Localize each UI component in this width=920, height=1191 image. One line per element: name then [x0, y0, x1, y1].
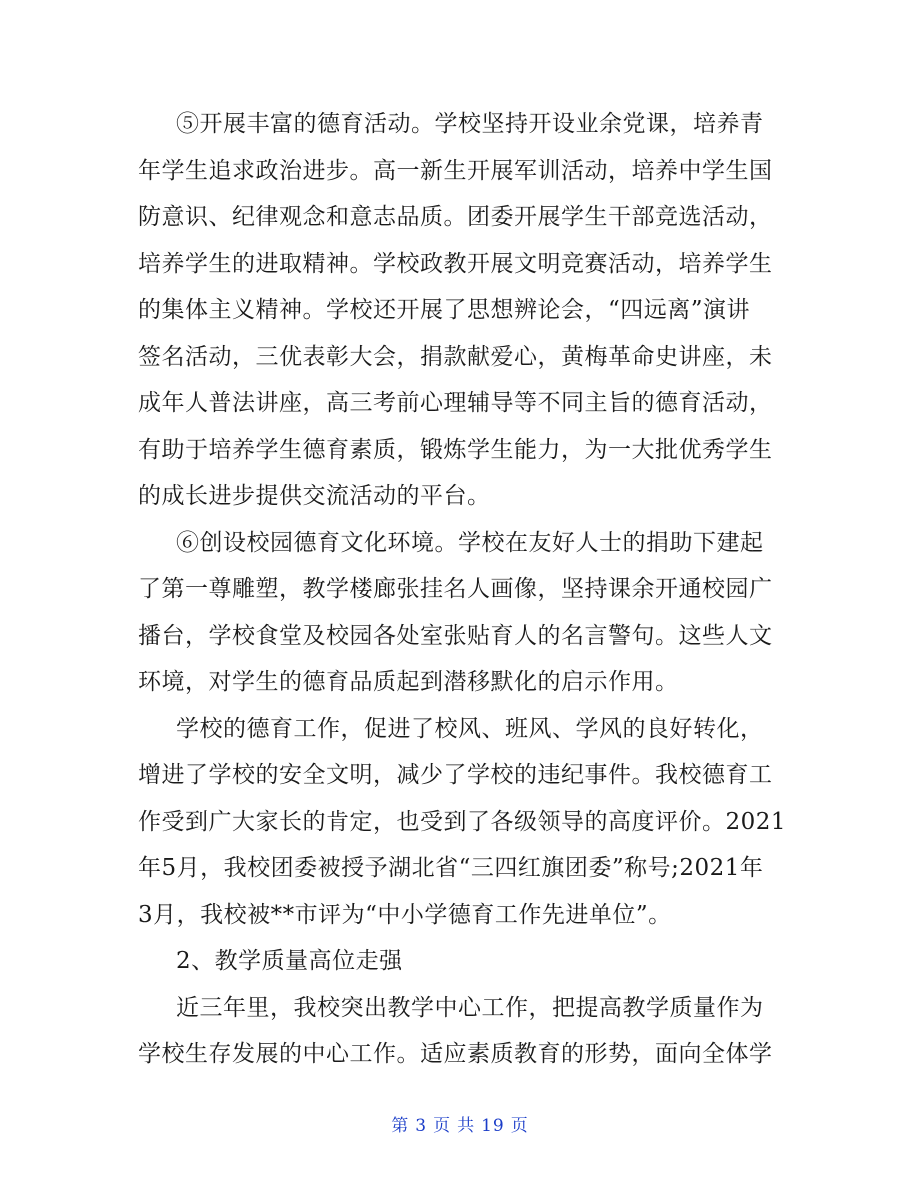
footer-total-pages: 19 — [481, 1116, 505, 1136]
text-line: 年学生追求政治进步。高一新生开展军训活动，培养中学生国 — [138, 157, 773, 184]
text-line: ⑤开展丰富的德育活动。学校坚持开设业余党课，培养青 — [176, 111, 764, 137]
footer-page-number: 3 — [415, 1116, 428, 1136]
footer-di: 第 — [391, 1116, 410, 1136]
text-line: 增进了学校的安全文明，减少了学校的违纪事件。我校德育工 — [138, 762, 773, 788]
text-line: 环境，对学生的德育品质起到潜移默化的启示作用。 — [138, 669, 679, 695]
text-line: 播台，学校食堂及校园各处室张贴育人的名言警句。这些人文 — [138, 622, 773, 649]
footer-ye: 页 — [433, 1116, 452, 1136]
text-line: 签名活动，三优表彰大会，捐款献爱心，黄梅革命史讲座，未 — [138, 343, 773, 370]
text-line: 近三年里，我校突出教学中心工作，把提高教学质量作为 — [176, 994, 764, 1021]
text-line: 成年人普法讲座，高三考前心理辅导等不同主旨的德育活动， — [138, 390, 773, 416]
text-line: 3月，我校被**市评为“中小学德育工作先进单位”。 — [138, 901, 672, 928]
text-line: 了第一尊雕塑，教学楼廊张挂名人画像，坚持课余开通校园广 — [138, 576, 773, 602]
text-line: 的成长进步提供交流活动的平台。 — [138, 483, 491, 509]
section-heading: 2、教学质量高位走强 — [176, 948, 403, 974]
footer-ye: 页 — [510, 1116, 529, 1136]
text-line: 年5月，我校团委被授予湖北省“三四红旗团委”称号;2021年 — [138, 855, 764, 881]
footer-gong: 共 — [457, 1116, 476, 1136]
body-text — [138, 101, 788, 1078]
text-line: 学校的德育工作，促进了校风、班风、学风的良好转化， — [176, 715, 764, 742]
text-line: 培养学生的进取精神。学校政教开展文明竞赛活动，培养学生 — [138, 250, 773, 277]
text-line: 的集体主义精神。学校还开展了思想辨论会，“四远离”演讲 — [138, 297, 751, 323]
text-line: 有助于培养学生德育素质，锻炼学生能力，为一大批优秀学生 — [138, 436, 773, 463]
text-line: 防意识、纪律观念和意志品质。团委开展学生干部竞选活动， — [138, 204, 773, 230]
text-line: ⑥创设校园德育文化环境。学校在友好人士的捐助下建起 — [176, 529, 764, 556]
text-line: 作受到广大家长的肯定，也受到了各级领导的高度评价。2021 — [138, 808, 787, 835]
page-footer — [0, 1111, 920, 1136]
text-line: 学校生存发展的中心工作。适应素质教育的形势，面向全体学 — [138, 1041, 773, 1067]
